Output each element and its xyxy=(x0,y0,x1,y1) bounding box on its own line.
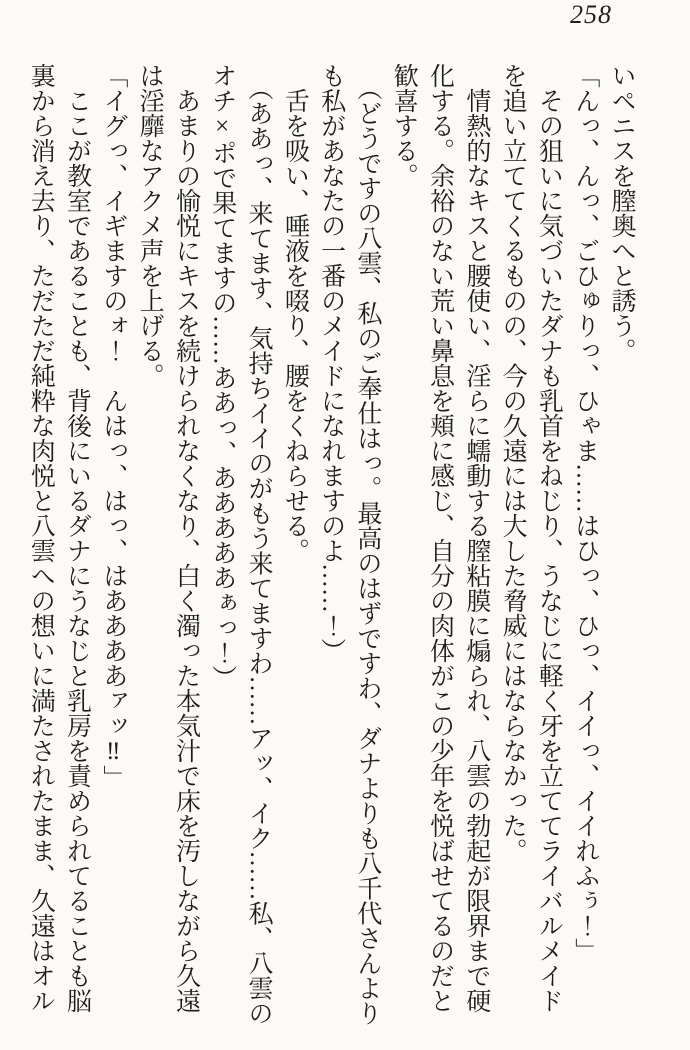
text-line: 「イグっ、イギますのォ！ んはっ、はっ、はああああァッ‼」 xyxy=(99,63,127,790)
text-line: （どうですの八雲、私のご奉仕はっ。最高のはずですわ、ダナよりも八千代さんより xyxy=(353,63,381,1026)
text-line: いペニスを膣奥へと誘う。 xyxy=(608,63,635,363)
text-line: を追い立ててくるものの、今の久遠には大した脅威にはならなかった。 xyxy=(499,63,527,863)
text-line: は淫靡なアクメ声を上げる。 xyxy=(136,63,164,388)
text-line: オチ×ポで果てますの……ああっ、あああああぁっ！） xyxy=(208,63,236,690)
text-line: 化する。余裕のない荒い鼻息を頬に感じ、自分の肉体がこの少年を悦ばせてるのだと xyxy=(426,63,454,1013)
text-line: （ああっ、来てます、気持ちイイのがもう来てますわ……アッ、イク……私、八雲の xyxy=(245,63,273,1026)
text-line: 歓喜する。 xyxy=(390,63,418,188)
text-line: 情熱的なキスと腰使い、淫らに蠕動する膣粘膜に煽られ、八雲の勃起が限界まで硬 xyxy=(462,63,490,1013)
text-line: も私があなたの一番のメイドになれますのよ……！） xyxy=(317,63,345,663)
text-line: 「んっ、んっ、ごひゅりっ、ひゃま……はひっ、ひっ、イイっ、イイれふぅ！」 xyxy=(571,63,599,963)
text-line: 舌を吸い、唾液を啜り、腰をくねらせる。 xyxy=(281,63,309,563)
page-number: 258 xyxy=(570,0,612,29)
text-line: あまりの愉悦にキスを続けられなくなり、白く濁った本気汁で床を汚しながら久遠 xyxy=(172,63,200,1013)
text-line: 裏から消え去り、ただただ純粋な肉悦と八雲への想いに満たされたまま、久遠はオル xyxy=(27,63,55,1013)
text-line: その狙いに気づいたダナも乳首をねじり、うなじに軽く牙を立ててライバルメイド xyxy=(535,63,563,1013)
text-line: ここが教室であることも、背後にいるダナにうなじと乳房を責められてることも脳 xyxy=(63,63,91,1013)
text-block xyxy=(22,63,639,1039)
